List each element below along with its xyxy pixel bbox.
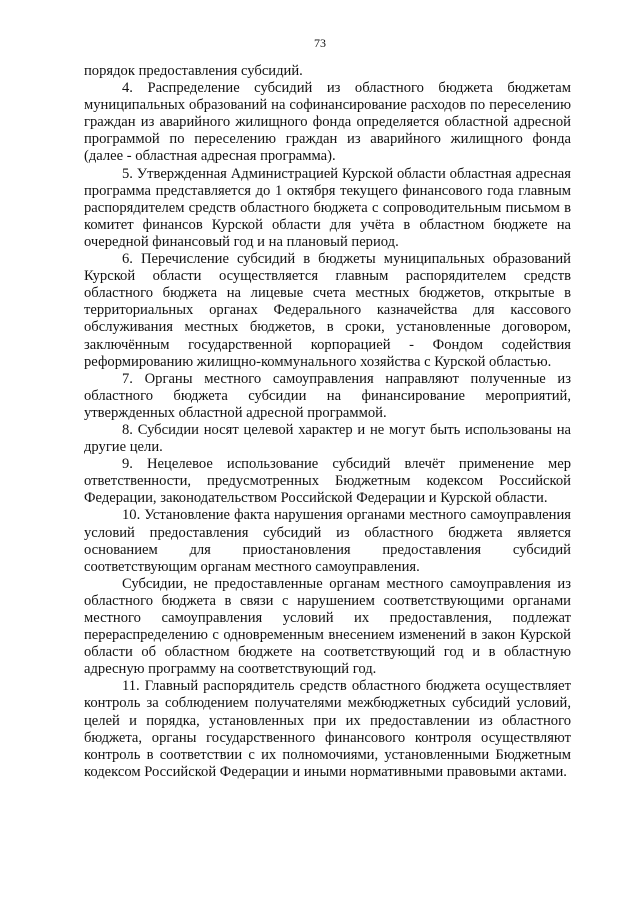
- paragraph-item-7: 7. Органы местного самоуправления направляют полученные из областного бюджета субсидии на финансирование мероприятий, утвержденных областной адресной программой.: [84, 370, 571, 421]
- page-number: 73: [314, 36, 326, 50]
- paragraph-item-10: 10. Установление факта нарушения органами местного самоуправления условий предоставления субсидий из областного бюджета является основанием для приостановления предоставления субсидий соответствующим органам местного самоуправления.: [84, 507, 571, 575]
- paragraph-item-11: 11. Главный распорядитель средств областного бюджета осуществляет контроль за соблюдением получателями межбюджетных субсидий условий, целей и порядка, установленных при их предоставлении из областного бюджета, органы государственного финансового контроля осуществляют контроль в соответствии с их полномочиями, установленными Бюджетным кодексом Российской Федерации и иными нормативными правовыми актами.: [84, 678, 571, 780]
- paragraph-item-8: 8. Субсидии носят целевой характер и не могут быть использованы на другие цели.: [84, 421, 571, 456]
- paragraph-redistribution: Субсидии, не предоставленные органам местного самоуправления из областного бюджета в связи с нарушением соответствующими органами местного самоуправления условий их предоставления, подлежат перераспределению с одновременным внесением изменений в закон Курской области об областном бюджете на соответствующий год и в областную адресную программу на соответствующий год.: [84, 575, 571, 678]
- paragraph-item-5: 5. Утвержденная Администрацией Курской области областная адресная программа представляется до 1 октября текущего финансового года главным распорядителем средств областного бюджета с сопроводительным письмом в комитет финансов Курской области для учёта в областном бюджете на очередной финансовый год и на плановый период.: [84, 165, 571, 250]
- paragraph-item-9: 9. Нецелевое использование субсидий влечёт применение мер ответственности, предусмотренных Бюджетным кодексом Российской Федерации, законодательством Российской Федерации и Курской области.: [84, 456, 571, 507]
- paragraph-continuation: порядок предоставления субсидий.: [84, 63, 303, 79]
- document-body: [84, 63, 571, 781]
- paragraph-item-6: 6. Перечисление субсидий в бюджеты муниципальных образований Курской области осуществляется главным распорядителем средств областного бюджета на лицевые счета местных бюджетов, открытые в территориальных органах Федерального казначейства для кассового обслуживания местных бюджетов, в сроки, установленные договором, заключённым государственной корпорацией - Фондом содействия реформированию жилищно-коммунального хозяйства с Курской областью.: [84, 251, 571, 370]
- paragraph-item-4: 4. Распределение субсидий из областного бюджета бюджетам муниципальных образований на софинансирование расходов по переселению граждан из аварийного жилищного фонда определяется областной адресной программой по переселению граждан из аварийного жилищного фонда (далее - областная адресная программа).: [84, 80, 571, 165]
